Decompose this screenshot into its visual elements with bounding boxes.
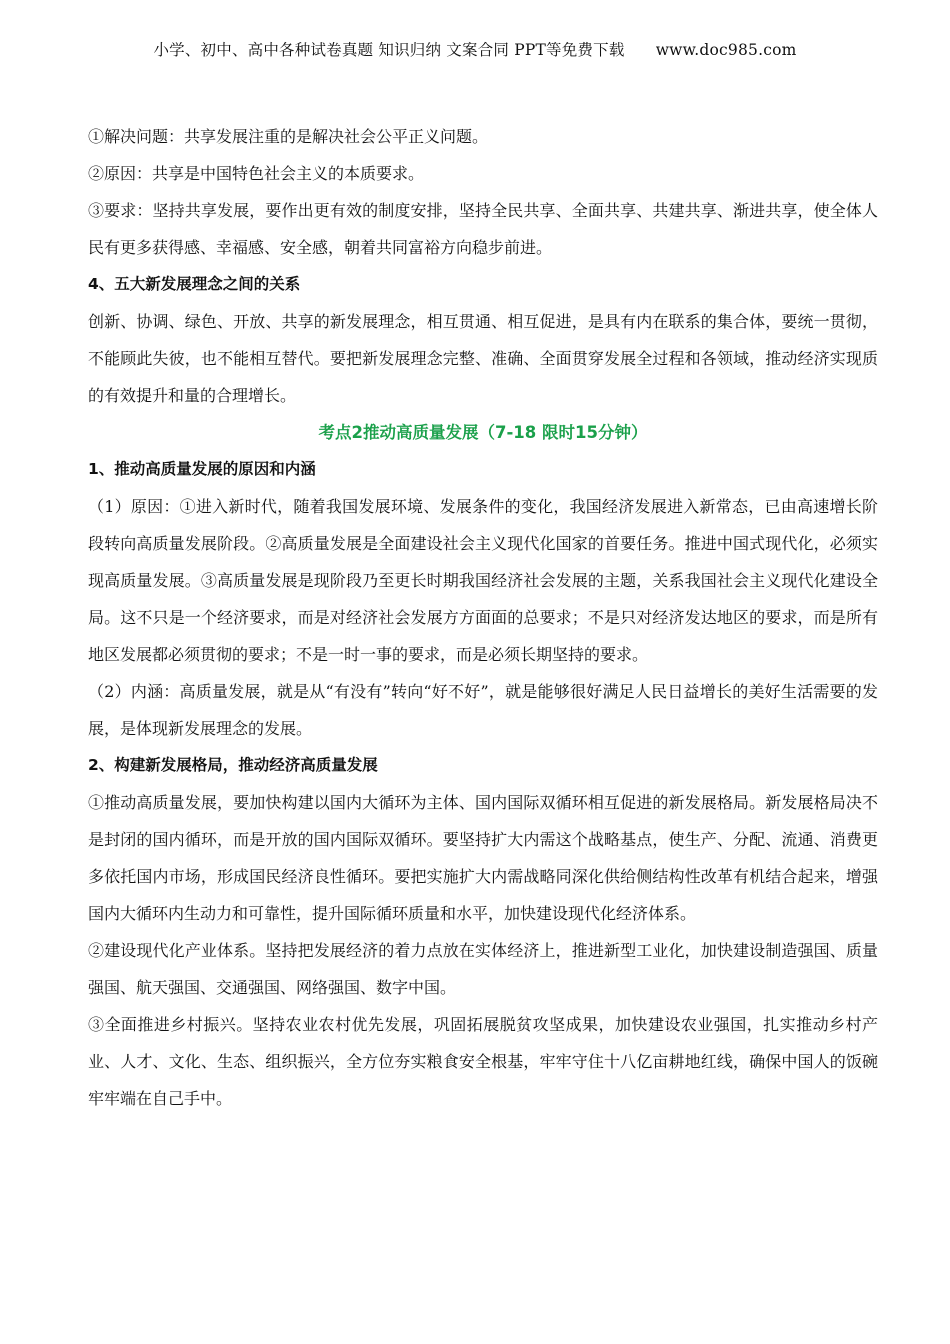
header-site-link[interactable]: www.doc985.com (655, 41, 797, 59)
section-heading: 4、五大新发展理念之间的关系 (88, 275, 301, 293)
paragraph: （2）内涵：高质量发展，就是从“有没有”转向“好不好”，就是能够很好满足人民日益增长的美好生活需要的发展，是体现新发展理念的发展。 (88, 682, 878, 738)
section-title: 考点2推动高质量发展（7-18 限时15分钟） (318, 423, 648, 442)
paragraph: ①解决问题：共享发展注重的是解决社会公平正义问题。 (88, 127, 489, 146)
paragraph: ②原因：共享是中国特色社会主义的本质要求。 (88, 164, 425, 183)
paragraph: ③全面推进乡村振兴。坚持农业农村优先发展，巩固拓展脱贫攻坚成果，加快建设农业强国，扎实推动乡村产业、人才、文化、生态、组织振兴，全方位夯实粮食安全根基，牢牢守住十八亿亩耕地红线，确保中国人的饭碗牢牢端在自己手中。 (88, 1015, 878, 1108)
paragraph: ①推动高质量发展，要加快构建以国内大循环为主体、国内国际双循环相互促进的新发展格局。新发展格局决不是封闭的国内循环，而是开放的国内国际双循环。要坚持扩大内需这个战略基点，使生产、分配、流通、消费更多依托国内市场，形成国民经济良性循环。要把实施扩大内需战略同深化供给侧结构性改革有机结合起来，增强国内大循环内生动力和可靠性，提升国际循环质量和水平，加快建设现代化经济体系。 (88, 793, 878, 923)
document-body (88, 118, 878, 1117)
page-header (0, 38, 950, 60)
paragraph: 创新、协调、绿色、开放、共享的新发展理念，相互贯通、相互促进，是具有内在联系的集合体，要统一贯彻，不能顾此失彼，也不能相互替代。要把新发展理念完整、准确、全面贯穿发展全过程和各领域，推动经济实现质的有效提升和量的合理增长。 (88, 312, 878, 405)
section-heading: 2、构建新发展格局，推动经济高质量发展 (88, 756, 378, 774)
paragraph: ②建设现代化产业体系。坚持把发展经济的着力点放在实体经济上，推进新型工业化，加快建设制造强国、质量强国、航天强国、交通强国、网络强国、数字中国。 (88, 941, 878, 997)
header-text: 小学、初中、高中各种试卷真题 知识归纳 文案合同 PPT等免费下载 (153, 41, 625, 59)
paragraph: （1）原因：①进入新时代，随着我国发展环境、发展条件的变化，我国经济发展进入新常态，已由高速增长阶段转向高质量发展阶段。②高质量发展是全面建设社会主义现代化国家的首要任务。推进中国式现代化，必须实现高质量发展。③高质量发展是现阶段乃至更长时期我国经济社会发展的主题，关系我国社会主义现代化建设全局。这不只是一个经济要求，而是对经济社会发展方方面面的总要求；不是只对经济发达地区的要求，而是所有地区发展都必须贯彻的要求；不是一时一事的要求，而是必须长期坚持的要求。 (88, 497, 878, 664)
section-heading: 1、推动高质量发展的原因和内涵 (88, 460, 316, 478)
paragraph: ③要求：坚持共享发展，要作出更有效的制度安排，坚持全民共享、全面共享、共建共享、渐进共享，使全体人民有更多获得感、幸福感、安全感，朝着共同富裕方向稳步前进。 (88, 201, 878, 257)
